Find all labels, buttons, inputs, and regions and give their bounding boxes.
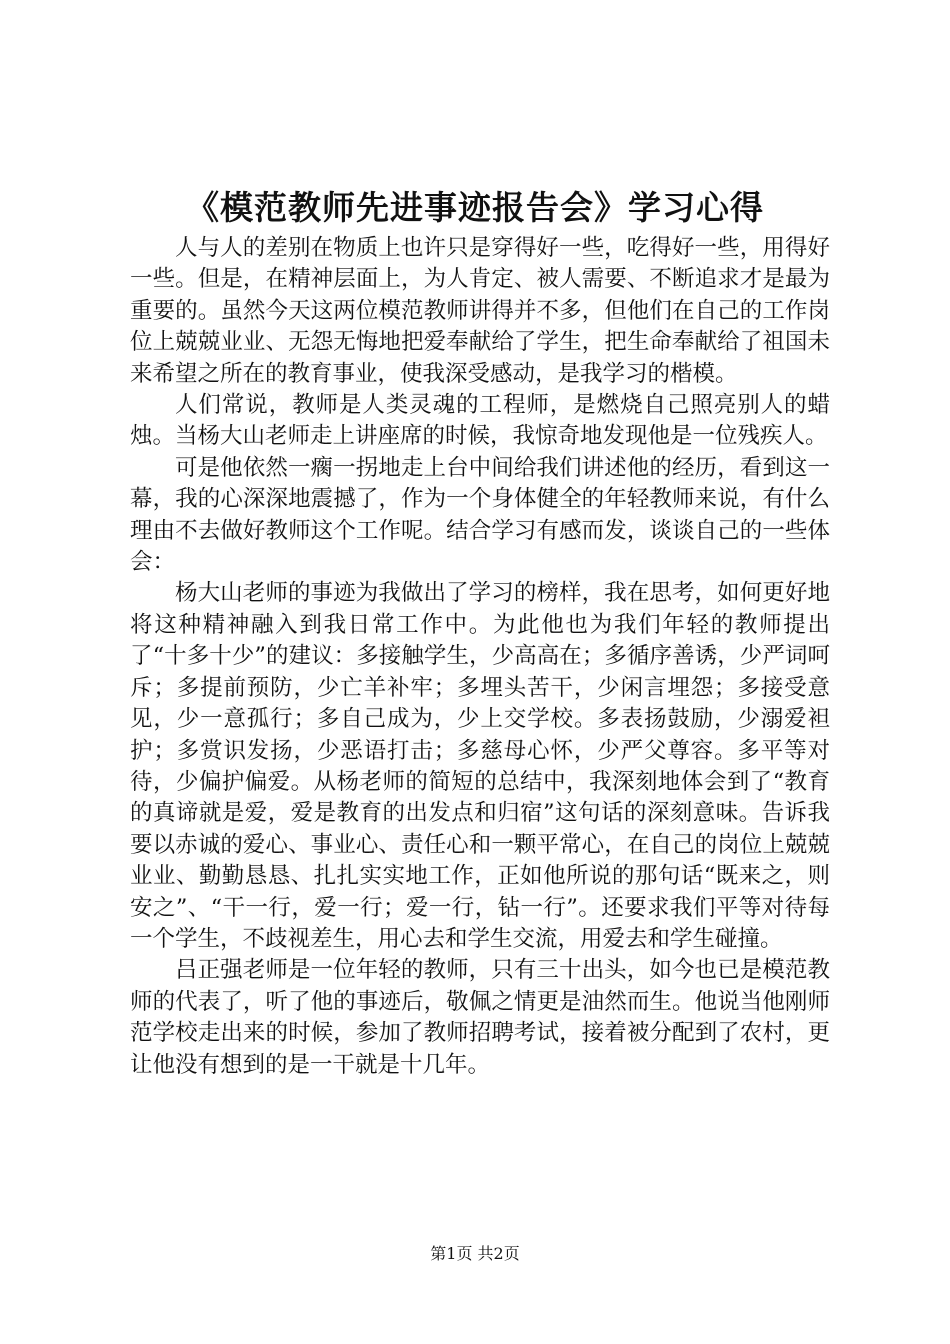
page-number-footer: 第1页 共2页 <box>430 1244 520 1263</box>
document-title: 《模范教师先进事迹报告会》学习心得 <box>186 188 764 227</box>
paragraph-2: 人们常说，教师是人类灵魂的工程师，是燃烧自己照亮别人的蜡烛。当杨大山老师走上讲座席的时候，我惊奇地发现他是一位残疾人。 <box>130 392 830 450</box>
paragraph-1: 人与人的差别在物质上也许只是穿得好一些，吃得好一些，用得好一些。但是，在精神层面上，为人肯定、被人需要、不断追求才是最为重要的。虽然今天这两位模范教师讲得并不多，但他们在自己的工作岗位上兢兢业业、无怨无悔地把爱奉献给了学生，把生命奉献给了祖国未来希望之所在的教育事业，使我深受感动，是我学习的楷模。 <box>130 235 830 387</box>
paragraph-3: 可是他依然一瘸一拐地走上台中间给我们讲述他的经历，看到这一幕，我的心深深地震撼了，作为一个身体健全的年轻教师来说，有什么理由不去做好教师这个工作呢。结合学习有感而发，谈谈自己的一些体会： <box>130 454 830 576</box>
paragraph-4: 杨大山老师的事迹为我做出了学习的榜样，我在思考，如何更好地将这种精神融入到我日常工作中。为此他也为我们年轻的教师提出了“十多十少”的建议：多接触学生，少高高在；多循序善诱，少严词呵斥；多提前预防，少亡羊补牢；多埋头苦干，少闲言埋怨；多接受意见，少一意孤行；多自己成为，少上交学校。多表扬鼓励，少溺爱袒护；多赏识发扬，少恶语打击；多慈母心怀，少严父尊容。多平等对待，少偏护偏爱。从杨老师的简短的总结中，我深刻地体会到了“教育的真谛就是爱，爱是教育的出发点和归宿”这句话的深刻意味。告诉我要以赤诚的爱心、事业心、责任心和一颗平常心，在自己的岗位上兢兢业业、勤勤恳恳、扎扎实实地工作，正如他所说的那句话“既来之，则安之”、“干一行，爱一行；爱一行，钻一行”。还要求我们平等对待每一个学生，不歧视差生，用心去和学生交流，用爱去和学生碰撞。 <box>130 580 830 952</box>
document-body <box>130 233 830 1081</box>
paragraph-5: 吕正强老师是一位年轻的教师，只有三十出头，如今也已是模范教师的代表了，听了他的事迹后，敬佩之情更是油然而生。他说当他刚师范学校走出来的时候，参加了教师招聘考试，接着被分配到了农村，更让他没有想到的是一干就是十几年。 <box>130 957 830 1078</box>
